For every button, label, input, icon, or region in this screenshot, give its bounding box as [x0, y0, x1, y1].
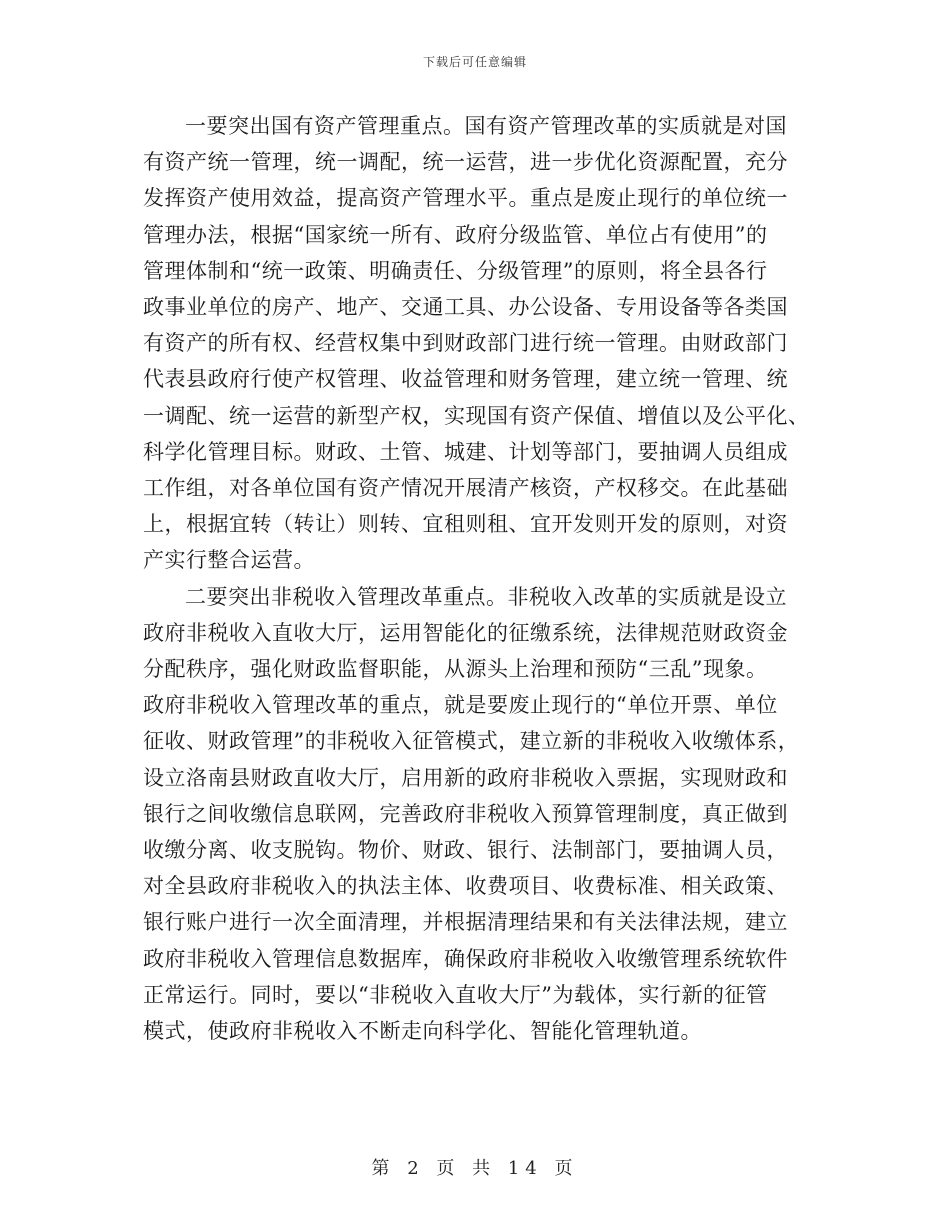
- text-line: 有资产统一管理，统一调配，统一运营，进一步优化资源配置，充分: [143, 150, 788, 175]
- text-line: 银行之间收缴信息联网，完善政府非税收入预算管理制度，真正做到: [143, 801, 788, 826]
- page-header: 下载后可任意编辑: [422, 55, 527, 69]
- text-line: 一要突出国有资产管理重点。国有资产管理改革的实质就是对国: [185, 114, 787, 138]
- text-line: 代表县政府行使产权管理、收益管理和财务管理，建立统一管理、统: [143, 367, 788, 392]
- text-line: 政府非税收入直收大厅，运用智能化的征缴系统，法律规范财政资金: [143, 620, 788, 645]
- text-line: 模式，使政府非税收入不断走向科学化、智能化管理轨道。: [143, 1019, 702, 1044]
- text-line: 管理办法，根据“国家统一所有、政府分级监管、单位占有使用”的: [143, 222, 768, 247]
- paragraph: [143, 108, 813, 579]
- text-line: 一调配、统一运营的新型产权，实现国有资产保值、增值以及公平化、: [143, 403, 810, 428]
- text-line: 工作组，对各单位国有资产情况开展清产核资，产权移交。在此基础: [143, 476, 788, 501]
- text-line: 对全县政府非税收入的执法主体、收费项目、收费标准、相关政策、: [143, 874, 788, 899]
- text-line: 收缴分离、收支脱钩。物价、财政、银行、法制部门，要抽调人员，: [143, 838, 788, 863]
- text-line: 有资产的所有权、经营权集中到财政部门进行统一管理。由财政部门: [143, 331, 788, 356]
- text-line: 设立洛南县财政直收大厅，启用新的政府非税收入票据，实现财政和: [143, 765, 788, 790]
- text-line: 上，根据宜转（转让）则转、宜租则租、宜开发则开发的原则，对资: [143, 512, 788, 537]
- text-line: 政府非税收入管理改革的重点，就是要废止现行的“单位开票、单位: [143, 693, 778, 718]
- text-line: 二要突出非税收入管理改革重点。非税收入改革的实质就是设立: [185, 584, 787, 609]
- document-body: [143, 108, 813, 1049]
- page-footer: 第 2 页 共 14 页: [371, 1158, 579, 1179]
- text-line: 正常运行。同时，要以“非税收入直收大厅”为载体，实行新的征管: [143, 982, 768, 1007]
- text-line: 管理体制和“统一政策、明确责任、分级管理”的原则，将全县各行: [143, 258, 768, 283]
- text-line: 发挥资产使用效益，提高资产管理水平。重点是废止现行的单位统一: [143, 186, 788, 211]
- text-line: 政事业单位的房产、地产、交通工具、办公设备、专用设备等各类国: [143, 295, 788, 320]
- text-line: 分配秩序，强化财政监督职能，从源头上治理和预防“三乱”现象。: [143, 657, 768, 682]
- paragraph: [143, 579, 813, 1050]
- text-line: 银行账户进行一次全面清理，并根据清理结果和有关法律法规，建立: [143, 910, 788, 935]
- text-line: 产实行整合运营。: [143, 548, 315, 573]
- text-line: 科学化管理目标。财政、土管、城建、计划等部门，要抽调人员组成: [143, 439, 788, 464]
- text-line: 征收、财政管理”的非税收入征管模式，建立新的非税收入收缴体系，: [143, 729, 800, 754]
- text-line: 政府非税收入管理信息数据库，确保政府非税收入收缴管理系统软件: [143, 946, 788, 971]
